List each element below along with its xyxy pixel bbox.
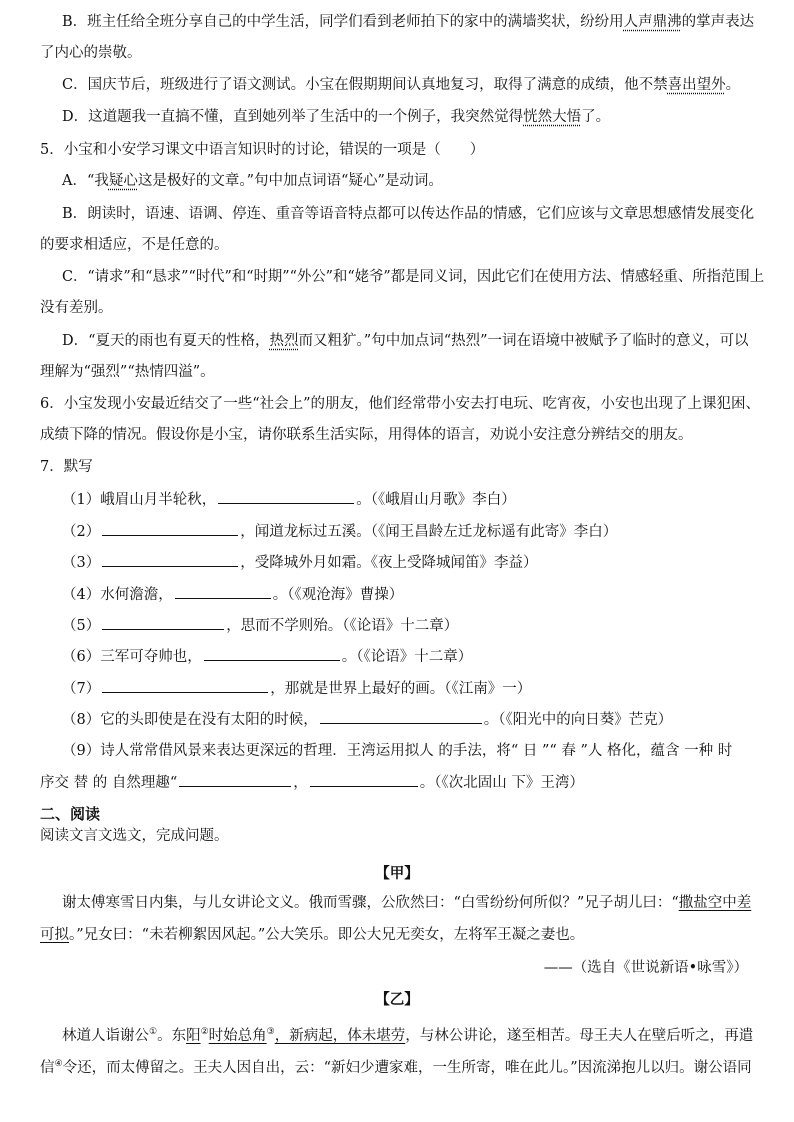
q5-option-b-cont: 的要求相适应，不是任意的。: [40, 237, 229, 253]
answer-blank[interactable]: [310, 772, 418, 787]
q5-option-c-cont: 没有差别。: [40, 300, 113, 316]
section-heading: 二、阅读: [40, 805, 101, 823]
q7-item-3: （3） ，受降城外月如霜。《夜上受降城闻笛》李益）: [62, 552, 537, 573]
q7-item-5: （5） ，思而不学则殆。（《论语》十二章）: [62, 615, 458, 636]
passage-jia-line-1: 谢太傅寒雪日内集，与儿女讲论文义。俄而雪骤，公欣然曰：“白雪纷纷何所似？”兄子胡儿曰：“撒盐空中差: [62, 895, 752, 911]
q7-item-4: （4）水何澹澹， 。（《观沧海》曹操）: [62, 584, 403, 605]
q6-line-1: 6．小宝发现小安最近结交了一些“社会上”的朋友，他们经常带小安去打电玩、吃宵夜，小安也出现了上课犯困、: [40, 396, 761, 412]
answer-blank[interactable]: [102, 678, 268, 693]
q7-item-2: （2） ，闻道龙标过五溪。（《闻王昌龄左迁龙标遥有此寄》李白）: [62, 521, 617, 542]
q5-option-b: B．朗读时，语速、语调、停连、重音等语音特点都可以传达作品的情感，它们应该与文章思想感情发展变化: [62, 206, 755, 222]
q4-option-b-cont: 了内心的崇敬。: [40, 45, 142, 61]
passage-jia-label: 【甲】: [375, 865, 419, 882]
passage-yi-label: 【乙】: [375, 991, 419, 1008]
answer-blank[interactable]: [204, 646, 340, 661]
q5-stem: 5．小宝和小安学习课文中语言知识时的讨论，错误的一项是（ ）: [40, 142, 485, 158]
q7-title: 7．默写: [40, 459, 93, 475]
q5-option-a: A．“我疑心这是极好的文章。”句中加点词语“疑心”是动词。: [62, 173, 443, 189]
q6-line-2: 成绩下降的情况。假设你是小宝，请你联系生活实际，用得体的语言，劝说小安注意分辨结交的朋友。: [40, 427, 693, 443]
passage-jia-line-2: 可拟。”兄女曰：“未若柳絮因风起。”公大笑乐。即公大兄无奕女，左将军王凝之妻也。: [40, 927, 585, 943]
answer-blank[interactable]: [218, 489, 354, 504]
passage-yi-line-2: 信④令还，而太傅留之。王夫人因自出，云：“新妇少遭家难，一生所寄，唯在此儿。”因流涕抱儿以归。谢公语同: [40, 1059, 752, 1076]
answer-blank[interactable]: [102, 552, 238, 567]
q7-item-8: （8）它的头即使是在没有太阳的时候， 。（《阳光中的向日葵》芒克）: [62, 709, 672, 730]
q7-item-9: （9）诗人常常借风景来表达更深远的哲理．王湾运用拟人 的手法，将“ 日 ”“ 春 ”人 格化，蕴含 一种 时: [62, 743, 733, 759]
q4-option-d: D．这道题我一直搞不懂，直到她列举了生活中的一个例子，我突然觉得恍然大悟了。: [62, 109, 611, 125]
passage-jia-source: ——（选自《世说新语•咏雪》）: [543, 960, 748, 976]
q4-option-b: B．班主任给全班分享自己的中学生活，同学们看到老师拍下的家中的满墙奖状，纷纷用人声鼎沸的掌声表达: [62, 14, 755, 30]
answer-blank[interactable]: [179, 772, 291, 787]
section-instruction: 阅读文言文选文，完成问题。: [40, 828, 229, 844]
q7-item-6: （6）三军可夺帅也， 。（《论语》十二章）: [62, 646, 472, 667]
q4-option-c: C．国庆节后，班级进行了语文测试。小宝在假期期间认真地复习，取得了满意的成绩，他不禁喜出望外。: [62, 77, 741, 93]
q5-option-c: C．“请求”和“恳求”“时代”和“时期”“外公”和“姥爷”都是同义词，因此它们在使用方法、情感轻重、所指范围上: [62, 269, 765, 285]
q7-item-7: （7） ，那就是世界上最好的画。（《江南》一）: [62, 678, 531, 699]
q7-item-9-cont: 序交 替 的 自然理趣“ ， 。（《次北固山 下》王湾）: [40, 772, 584, 793]
answer-blank[interactable]: [102, 615, 224, 630]
q5-option-d-cont: 理解为“强烈”“热情四溢”。: [40, 364, 215, 380]
answer-blank[interactable]: [102, 521, 238, 536]
passage-yi-line-1: 林道人诣谢公①。东阳②时始总角③，新病起，体未堪劳，与林公讲论，遂至相苦。母王夫人在壁后听之，再遣: [62, 1027, 754, 1044]
answer-blank[interactable]: [320, 709, 482, 724]
q5-option-d: D．“夏天的雨也有夏天的性格，热烈而又粗犷。”句中加点词“热烈”一词在语境中被赋予了临时的意义，可以: [62, 333, 749, 349]
answer-blank[interactable]: [175, 584, 271, 599]
q7-item-1: （1）峨眉山月半轮秋， 。（《峨眉山月歌》李白）: [62, 489, 516, 510]
